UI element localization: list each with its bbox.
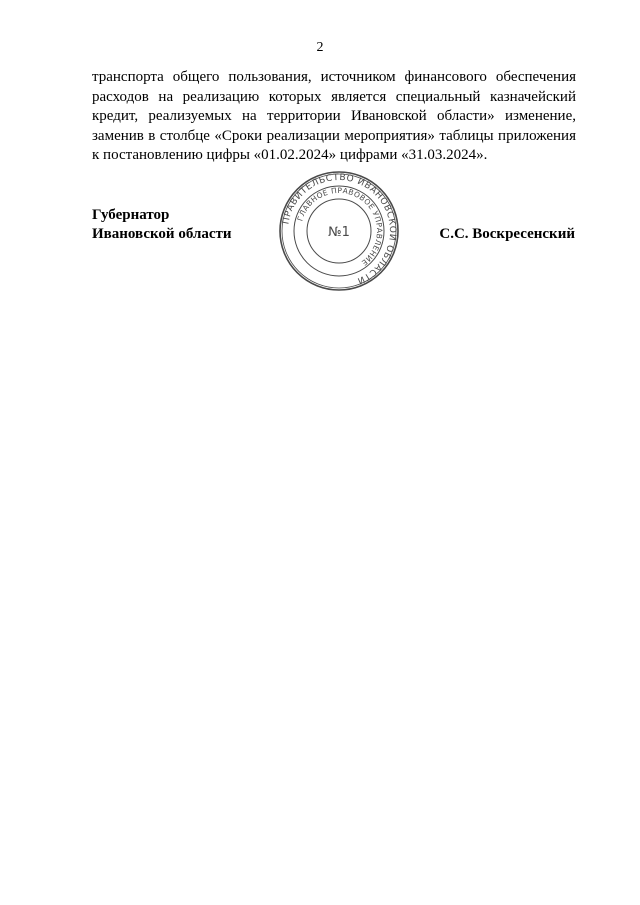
seal-outer-text: ПРАВИТЕЛЬСТВО ИВАНОВСКОЙ ОБЛАСТИ (281, 172, 398, 286)
body-line: заменив в столбце «Сроки реализации мероприятия» таблицы приложения (92, 127, 576, 144)
signatory-title (92, 206, 232, 244)
body-line: расходов на реализацию которых является специальный казначейский (92, 88, 576, 105)
body-line: транспорта общего пользования, источником финансового обеспечения (92, 69, 576, 85)
page-number: 2 (316, 40, 324, 55)
signatory-title-line: Ивановской области (92, 226, 232, 242)
seal-number: №1 (328, 225, 350, 240)
signatory-title-line: Губернатор (92, 207, 170, 223)
body-paragraph (92, 68, 576, 166)
body-line: кредит, реализуемых на территории Ивановской области» изменение, (92, 108, 576, 124)
seal-inner-text: ГЛАВНОЕ ПРАВОВОЕ УПРАВЛЕНИЕ (295, 185, 385, 268)
official-seal-stamp (278, 170, 400, 292)
signatory-name: С.С. Воскресенский (439, 226, 575, 242)
body-line: к постановлению цифры «01.02.2024» цифрами «31.03.2024». (92, 147, 488, 163)
